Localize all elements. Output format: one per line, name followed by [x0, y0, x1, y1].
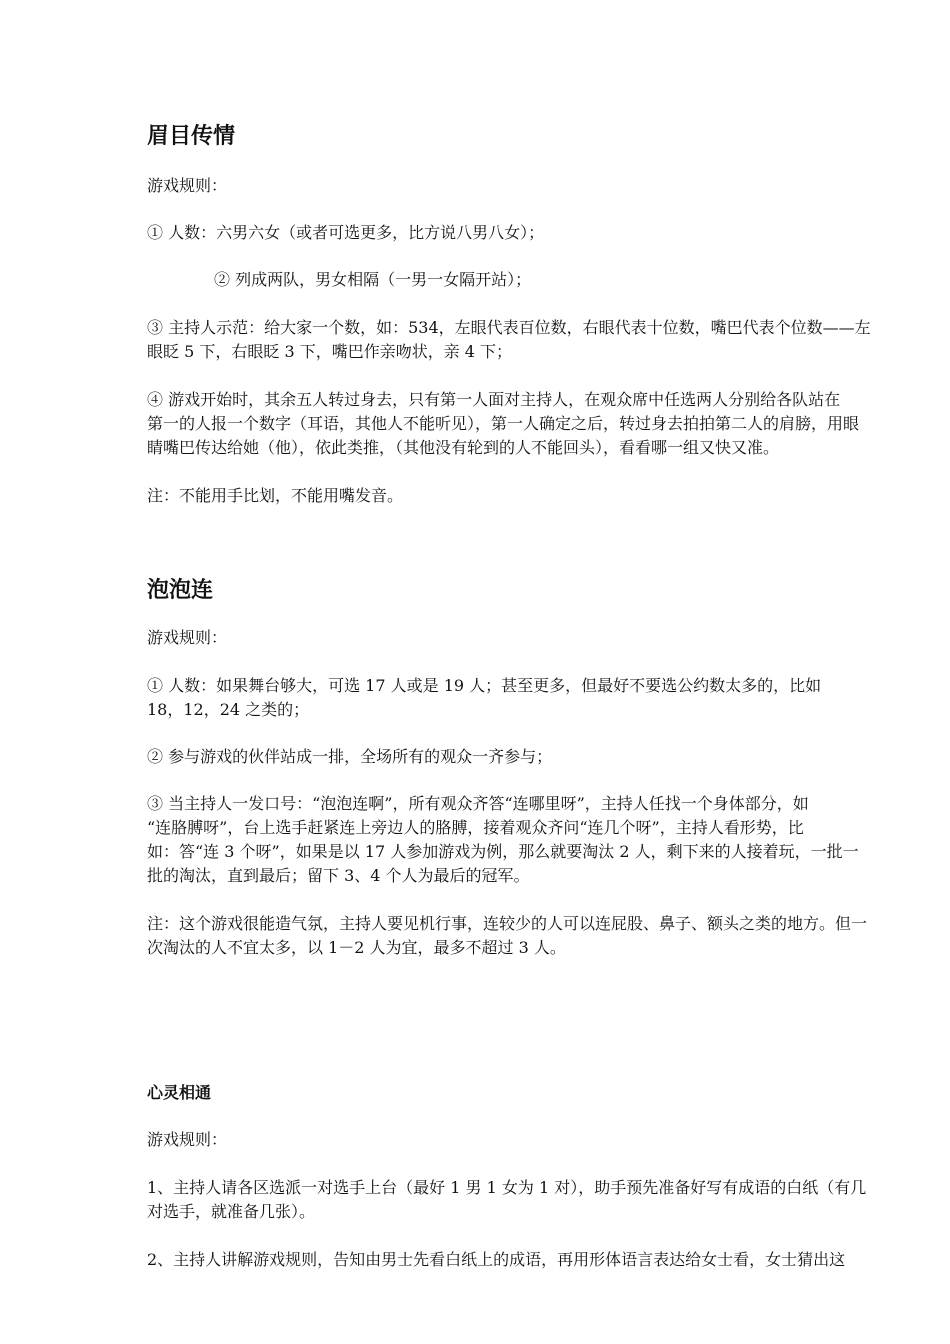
rule-item: ② 列成两队，男女相隔（一男一女隔开站）；	[214, 270, 532, 289]
note: 注：不能用手比划，不能用嘴发音。	[147, 486, 404, 505]
rule-item: ③ 当主持人一发口号：“泡泡连啊”，所有观众齐答“连哪里呀”，主持人任找一个身体部分，如 “连胳膊呀”，台上选手赶紧连上旁边人的胳膊，接着观众齐问“连几个呀”，主持人看形势，比 如：答“连 3 个呀”，如果是以 17 人参加游戏为例，那么就要淘汰 2 人，剩下来的人接着玩，一批一 批的淘汰，直到最后；留下 3、4 个人为最后的冠军。	[147, 794, 859, 885]
rule-item: ① 人数：六男六女（或者可选更多，比方说八男八女）；	[147, 223, 545, 242]
rules-label: 游戏规则：	[147, 1130, 228, 1149]
rule-item: ② 参与游戏的伙伴站成一排，全场所有的观众一齐参与；	[147, 747, 553, 766]
section-title-paopao-lian: 泡泡连	[147, 578, 214, 603]
rule-item: 2、主持人讲解游戏规则，告知由男士先看白纸上的成语，再用形体语言表达给女士看，女士猜出这	[147, 1250, 846, 1269]
section-title-meimu-chuanqing: 眉目传情	[147, 124, 236, 149]
rule-item: 1、主持人请各区选派一对选手上台（最好 1 男 1 女为 1 对），助手预先准备好写有成语的白纸（有几 对选手，就准备几张）。	[147, 1178, 867, 1221]
rule-item: ④ 游戏开始时，其余五人转过身去，只有第一人面对主持人，在观众席中任选两人分别给各队站在 第一的人报一个数字（耳语，其他人不能听见），第一人确定之后，转过身去拍拍第二人的肩膀，用眼 睛嘴巴传达给她（他），依此类推，（其他没有轮到的人不能回头），看看哪一组又快又准。	[147, 390, 860, 457]
note: 注：这个游戏很能造气氛，主持人要见机行事，连较少的人可以连屁股、鼻子、额头之类的地方。但一 次淘汰的人不宜太多，以 1－2 人为宜，最多不超过 3 人。	[147, 914, 868, 957]
section-title-xinling-xiangtong: 心灵相通	[147, 1083, 212, 1102]
rules-label: 游戏规则：	[147, 176, 228, 195]
rules-label: 游戏规则：	[147, 628, 228, 647]
rule-item: ③ 主持人示范：给大家一个数，如：534，左眼代表百位数，右眼代表十位数，嘴巴代表个位数——左 眼眨 5 下，右眼眨 3 下，嘴巴作亲吻状，亲 4 下；	[147, 318, 871, 361]
rule-item: ① 人数：如果舞台够大，可选 17 人或是 19 人；甚至更多，但最好不要选公约数太多的，比如 18，12，24 之类的；	[147, 676, 822, 719]
